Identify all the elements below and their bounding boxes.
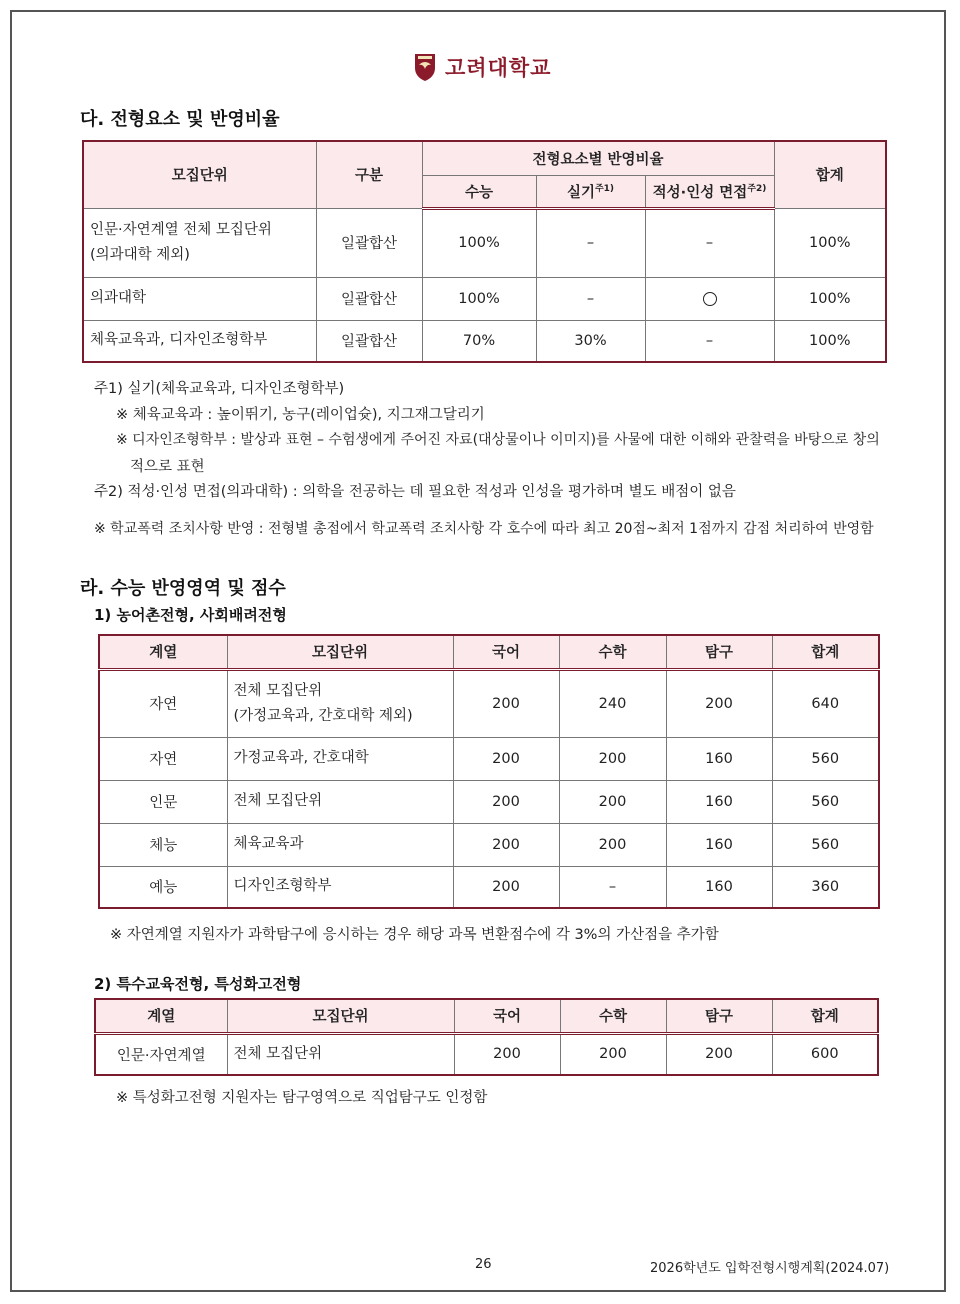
subsection-1-title: 1) 농어촌전형, 사회배려전형 (94, 606, 287, 624)
table-row (99, 866, 879, 908)
unit-cell: 전체 모집단위 (가정교육과, 간호대학 제외) (227, 669, 453, 737)
unit-cell: 가정교육과, 간호대학 (227, 737, 453, 780)
suneung-cell: 70% (422, 320, 536, 362)
table-header-row (95, 999, 878, 1033)
header-group: 전형요소별 반영비율 (422, 141, 774, 175)
header-math: 수학 (559, 635, 666, 669)
header-unit: 모집단위 (227, 999, 454, 1033)
university-logo (413, 50, 551, 84)
table-row (83, 277, 886, 320)
type-cell: 일괄합산 (316, 277, 422, 320)
math-cell: 240 (559, 669, 666, 737)
table-row (99, 737, 879, 780)
header-suneung: 수능 (422, 175, 536, 208)
interview-cell (645, 277, 774, 320)
unit-cell: 체육교육과, 디자인조형학부 (83, 320, 316, 362)
header-unit: 모집단위 (83, 141, 316, 208)
math-cell: 200 (559, 737, 666, 780)
field-cell: 자연 (99, 737, 227, 780)
score-table-2 (94, 998, 879, 1076)
note-1: 주1) 실기(체육교육과, 디자인조형학부) (94, 381, 345, 397)
note-2: 주2) 적성·인성 면접(의과대학) : 의학을 전공하는 데 필요한 적성과 인성을 평가하며 별도 배점이 없음 (94, 484, 736, 500)
field-cell: 예능 (99, 866, 227, 908)
type-cell: 일괄합산 (316, 208, 422, 277)
korean-cell: 200 (453, 737, 559, 780)
unit-cell: 전체 모집단위 (227, 1033, 454, 1075)
table-header-row (99, 635, 879, 669)
total-cell: 100% (774, 320, 886, 362)
korean-cell: 200 (454, 1033, 560, 1075)
header-math: 수학 (560, 999, 666, 1033)
unit-cell: 체육교육과 (227, 823, 453, 866)
header-korean: 국어 (454, 999, 560, 1033)
total-cell: 600 (772, 1033, 878, 1075)
field-cell: 체능 (99, 823, 227, 866)
footer-doc-title: 2026학년도 입학전형시행계획(2024.07) (650, 1261, 890, 1276)
note-1a: ※ 체육교육과 : 높이뛰기, 농구(레이업슛), 지그재그달리기 (116, 407, 485, 423)
practical-cell: – (536, 277, 645, 320)
inquiry-cell: 160 (666, 866, 772, 908)
suneung-cell: 100% (422, 208, 536, 277)
crest-icon (413, 52, 437, 82)
total-cell: 100% (774, 208, 886, 277)
circle-mark-icon (703, 292, 717, 306)
field-cell: 자연 (99, 669, 227, 737)
subsection-2-title: 2) 특수교육전형, 특성화고전형 (94, 975, 302, 993)
total-cell: 560 (772, 737, 879, 780)
korean-cell: 200 (453, 866, 559, 908)
math-cell: 200 (559, 823, 666, 866)
korean-cell: 200 (453, 669, 559, 737)
header-total: 합계 (774, 141, 886, 208)
header-field: 계열 (99, 635, 227, 669)
inquiry-cell: 160 (666, 737, 772, 780)
note-1b: ※ 디자인조형학부 : 발상과 표현 – 수험생에게 주어진 자료(대상물이나 이미지)를 사물에 대한 이해와 관찰력을 바탕으로 창의 (116, 432, 880, 448)
korean-cell: 200 (453, 780, 559, 823)
total-cell: 100% (774, 277, 886, 320)
subsection-1-note: ※ 자연계열 지원자가 과학탐구에 응시하는 경우 해당 과목 변환점수에 각 3%의 가산점을 추가함 (110, 927, 719, 943)
practical-cell: – (536, 208, 645, 277)
note-3: ※ 학교폭력 조치사항 반영 : 전형별 총점에서 학교폭력 조치사항 각 호수에 따라 최고 20점~최저 1점까지 감점 처리하여 반영함 (94, 521, 874, 537)
table-row (99, 780, 879, 823)
unit-cell: 의과대학 (83, 277, 316, 320)
total-cell: 360 (772, 866, 879, 908)
field-cell: 인문·자연계열 (95, 1033, 227, 1075)
field-cell: 인문 (99, 780, 227, 823)
practical-cell: 30% (536, 320, 645, 362)
table-row (99, 823, 879, 866)
total-cell: 560 (772, 780, 879, 823)
header-inquiry: 탐구 (666, 635, 772, 669)
table-row (99, 669, 879, 737)
header-inquiry: 탐구 (666, 999, 772, 1033)
math-cell: – (559, 866, 666, 908)
header-type: 구분 (316, 141, 422, 208)
inquiry-cell: 200 (666, 1033, 772, 1075)
subsection-2-note: ※ 특성화고전형 지원자는 탐구영역으로 직업탐구도 인정함 (116, 1090, 488, 1106)
suneung-cell: 100% (422, 277, 536, 320)
note-1b-cont: 적으로 표현 (130, 459, 205, 475)
interview-cell: – (645, 320, 774, 362)
table-row (83, 208, 886, 277)
math-cell: 200 (559, 780, 666, 823)
header-interview: 적성·인성 면접$^{주2)}$ (645, 175, 774, 208)
header-korean: 국어 (453, 635, 559, 669)
header-total: 합계 (772, 635, 879, 669)
math-cell: 200 (560, 1033, 666, 1075)
unit-cell: 전체 모집단위 (227, 780, 453, 823)
inquiry-cell: 160 (666, 823, 772, 866)
total-cell: 640 (772, 669, 879, 737)
korean-cell: 200 (453, 823, 559, 866)
unit-cell: 인문·자연계열 전체 모집단위 (의과대학 제외) (83, 208, 316, 277)
table-header-row (83, 141, 886, 175)
type-cell: 일괄합산 (316, 320, 422, 362)
header-practical: 실기$^{주1)}$ (536, 175, 645, 208)
score-table-1 (98, 634, 880, 909)
header-total: 합계 (772, 999, 878, 1033)
header-unit: 모집단위 (227, 635, 453, 669)
inquiry-cell: 200 (666, 669, 772, 737)
header-field: 계열 (95, 999, 227, 1033)
table-row (95, 1033, 878, 1075)
total-cell: 560 (772, 823, 879, 866)
inquiry-cell: 160 (666, 780, 772, 823)
interview-cell: – (645, 208, 774, 277)
section-c-title: 다. 전형요소 및 반영비율 (80, 109, 280, 130)
page-number: 26 (475, 1257, 492, 1272)
unit-cell: 디자인조형학부 (227, 866, 453, 908)
logo-text: 고려대학교 (445, 56, 552, 80)
selection-ratio-table (82, 140, 887, 363)
table-row (83, 320, 886, 362)
section-d-title: 라. 수능 반영영역 및 점수 (80, 578, 286, 599)
